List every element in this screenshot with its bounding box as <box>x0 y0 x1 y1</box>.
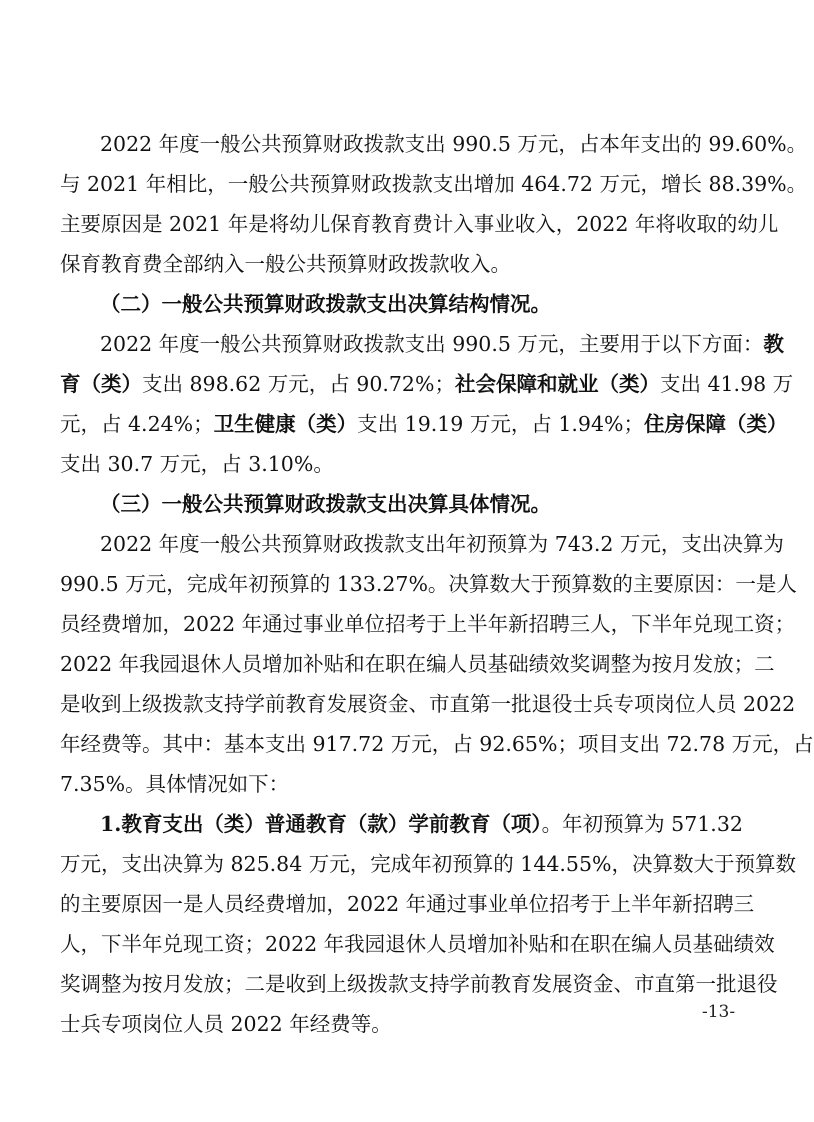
bold-term: 育（类） <box>60 372 142 396</box>
paragraph-4-line-5: 奖调整为按月发放；二是收到上级拨款支持学前教育发展资金、市直第一批退役 <box>60 972 778 996</box>
paragraph-3-line-7: 7.35%。具体情况如下： <box>60 772 290 796</box>
text-span: 。年初预算为 571.32 <box>541 812 743 836</box>
bold-term: 卫生健康（类） <box>213 412 358 436</box>
paragraph-3-line-3: 员经费增加，2022 年通过事业单位招考于上半年新招聘三人，下半年兑现工资； <box>60 612 796 636</box>
paragraph-3-line-4: 2022 年我园退休人员增加补贴和在职在编人员基础绩效奖调整为按月发放；二 <box>60 652 775 676</box>
paragraph-1-line-1: 2022 年度一般公共预算财政拨款支出 990.5 万元，占本年支出的 99.60%。 <box>100 132 808 156</box>
paragraph-2-line-4: 支出 30.7 万元，占 3.10%。 <box>60 452 334 476</box>
paragraph-4-line-1 <box>100 804 742 844</box>
paragraph-3-line-5: 是收到上级拨款支持学前教育发展资金、市直第一批退役士兵专项岗位人员 2022 <box>60 692 796 716</box>
page-number: -13- <box>702 1002 736 1022</box>
paragraph-2-line-3 <box>60 404 788 444</box>
bold-term: 社会保障和就业（类） <box>454 372 660 396</box>
text-span: 2022 年度一般公共预算财政拨款支出 990.5 万元，主要用于以下方面： <box>100 332 764 356</box>
paragraph-4-line-6: 士兵专项岗位人员 2022 年经费等。 <box>60 1012 392 1036</box>
paragraph-2-line-1 <box>100 324 784 364</box>
paragraph-3-line-6: 年经费等。其中：基本支出 917.72 万元，占 92.65%；项目支出 72.78 万元，占 <box>60 732 814 756</box>
bold-term: 教 <box>763 332 784 356</box>
text-span: 支出 898.62 万元，占 90.72%； <box>142 372 455 396</box>
bold-term: 住房保障（类） <box>644 412 788 436</box>
paragraph-2-line-2 <box>60 364 794 404</box>
paragraph-1-line-3: 主要原因是 2021 年是将幼儿保育教育费计入事业收入，2022 年将收取的幼儿 <box>60 212 779 236</box>
paragraph-3-line-1: 2022 年度一般公共预算财政拨款支出年初预算为 743.2 万元，支出决算为 <box>100 532 784 556</box>
paragraph-1-line-4: 保育教育费全部纳入一般公共预算财政拨款收入。 <box>60 252 511 276</box>
paragraph-4-line-2: 万元，支出决算为 825.84 万元，完成年初预算的 144.55%，决算数大于预算数 <box>60 852 796 876</box>
section-heading-3: （三）一般公共预算财政拨款支出决算具体情况。 <box>100 492 551 516</box>
paragraph-4-line-4: 人，下半年兑现工资；2022 年我园退休人员增加补贴和在职在编人员基础绩效 <box>60 932 775 956</box>
paragraph-1-line-2: 与 2021 年相比，一般公共预算财政拨款支出增加 464.72 万元，增长 88.39%。 <box>60 172 808 196</box>
text-span: 支出 19.19 万元，占 1.94%； <box>357 412 645 436</box>
bold-term: 1.教育支出（类）普通教育（款）学前教育（项） <box>100 812 542 836</box>
text-span: 元，占 4.24%； <box>60 412 214 436</box>
section-heading-2: （二）一般公共预算财政拨款支出决算结构情况。 <box>100 292 551 316</box>
text-span: 支出 41.98 万 <box>659 372 794 396</box>
paragraph-4-line-3: 的主要原因一是人员经费增加，2022 年通过事业单位招考于上半年新招聘三 <box>60 892 755 916</box>
paragraph-3-line-2: 990.5 万元，完成年初预算的 133.27%。决算数大于预算数的主要原因：一是人 <box>60 572 797 596</box>
